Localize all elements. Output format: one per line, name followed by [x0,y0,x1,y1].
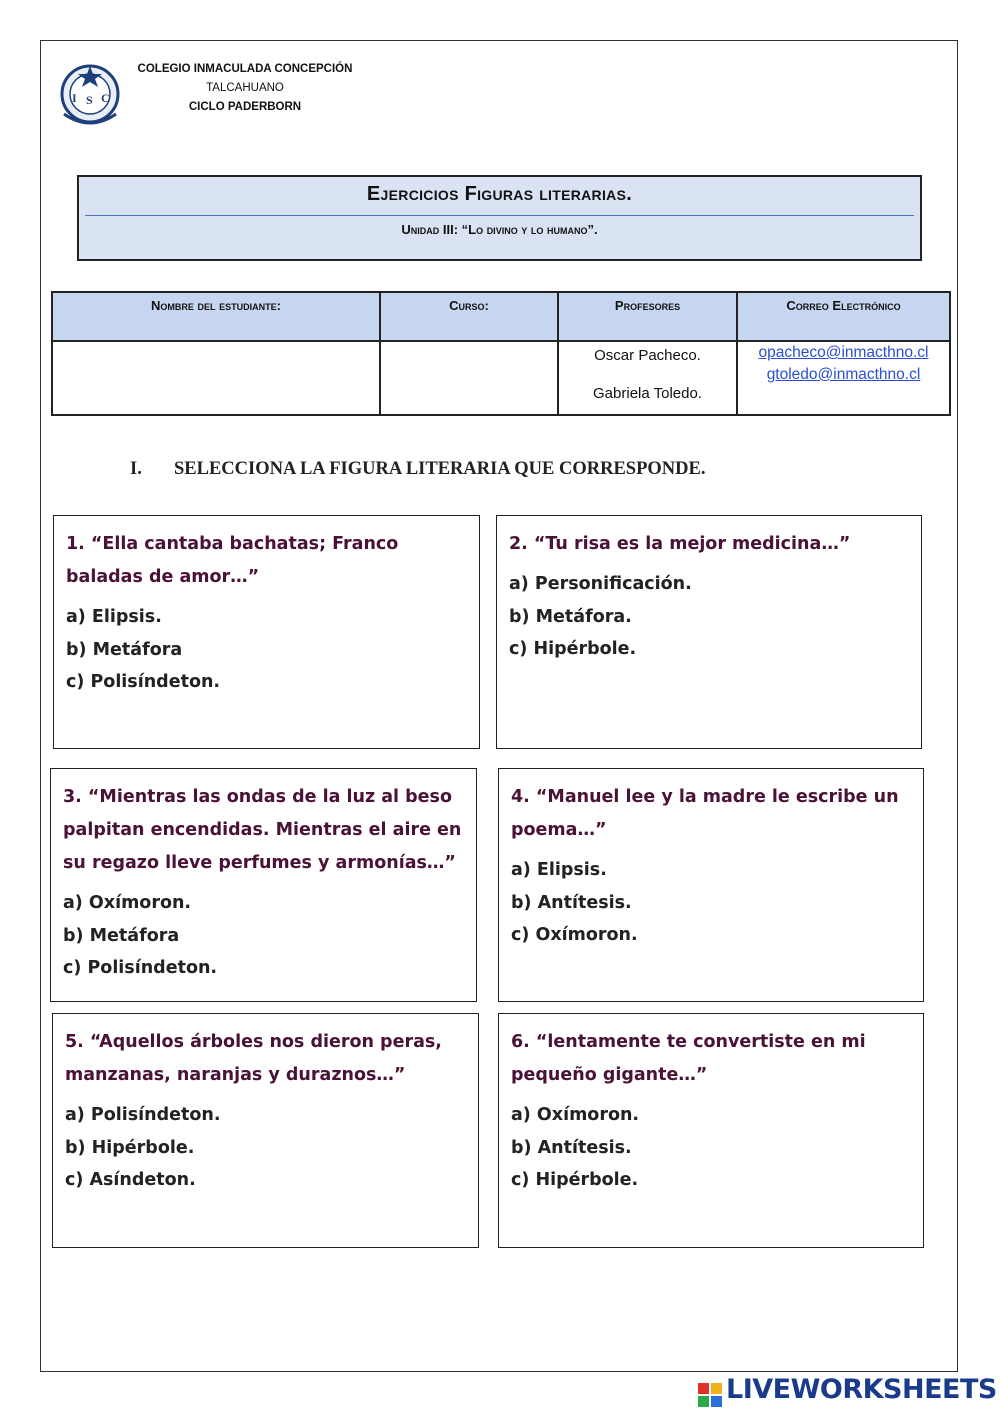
liveworksheets-logo-icon [698,1383,722,1407]
answer-option[interactable]: b) Antítesis. [511,892,632,913]
answer-option[interactable]: c) Oxímoron. [511,925,638,945]
teachers-cell [558,341,737,415]
answer-option[interactable]: b) Metáfora [63,925,180,946]
answer-option[interactable]: c) Polisíndeton. [63,958,218,978]
question-box [498,1013,924,1248]
question-text: 3. “Mientras las ondas de la luz al beso palpitan encendidas. Mientras el aire en su regazo lleve perfumes y armonías…” [63,787,462,873]
question-box [496,515,922,749]
svg-text:S: S [86,93,93,107]
emails-cell [737,341,950,415]
worksheet-title: Ejercicios Figuras literarias. [366,183,633,205]
teacher-name: Gabriela Toledo. [593,385,702,402]
svg-text:I: I [72,91,77,105]
student-info-table [51,291,951,416]
question-text: 6. “lentamente te convertiste en mi pequeño gigante…” [511,1032,866,1085]
title-box [77,175,922,261]
email-link[interactable]: gtoledo@inmacthno.cl [766,366,921,383]
header-course: Curso: [380,292,558,341]
answer-option[interactable]: b) Hipérbole. [65,1137,195,1158]
answer-option[interactable]: c) Hipérbole. [509,639,637,659]
school-header [120,60,370,117]
header-email: Correo Electrónico [737,292,950,341]
answer-option[interactable]: a) Personificación. [509,574,692,594]
answer-option[interactable]: a) Oxímoron. [511,1105,640,1125]
answer-option[interactable]: c) Polisíndeton. [66,672,221,692]
question-box [50,768,477,1002]
answer-option[interactable]: b) Metáfora [66,639,183,660]
section-number: I. [130,459,142,479]
question-text: 4. “Manuel lee y la madre le escribe un poema…” [511,787,899,840]
liveworksheets-brand[interactable]: LIVEWORKSHEETS [726,1374,997,1405]
header-teachers: Profesores [558,292,737,341]
student-name-cell[interactable] [52,341,380,415]
email-link[interactable]: opacheco@inmacthno.cl [758,344,929,361]
title-divider [85,215,914,216]
answer-option[interactable]: a) Elipsis. [511,860,607,880]
question-box [53,515,480,749]
section-heading [130,459,705,480]
answer-option[interactable]: b) Metáfora. [509,606,632,627]
answer-option[interactable]: c) Asíndeton. [65,1170,196,1190]
worksheet-subtitle: Unidad III: “Lo divino y lo humano”. [401,222,598,237]
question-text: 2. “Tu risa es la mejor medicina…” [509,534,851,554]
svg-text:C: C [101,91,110,105]
school-city: TALCAHUANO [206,82,284,94]
school-logo [58,52,122,132]
section-title: SELECCIONA LA FIGURA LITERARIA QUE CORRESPONDE. [174,459,706,479]
question-text: 1. “Ella cantaba bachatas; Franco baladas de amor…” [66,534,399,587]
question-box [498,768,924,1002]
answer-option[interactable]: a) Elipsis. [66,607,162,627]
course-cell[interactable] [380,341,558,415]
question-text: 5. “Aquellos árboles nos dieron peras, manzanas, naranjas y duraznos…” [65,1032,442,1085]
question-box [52,1013,479,1248]
teacher-name: Oscar Pacheco. [594,347,701,364]
answer-option[interactable]: b) Antítesis. [511,1137,632,1158]
header-student-name: Nombre del estudiante: [52,292,380,341]
answer-option[interactable]: a) Oxímoron. [63,893,192,913]
school-cycle: CICLO PADERBORN [188,101,302,113]
answer-option[interactable]: c) Hipérbole. [511,1170,639,1190]
school-name: COLEGIO INMACULADA CONCEPCIÓN [137,63,353,75]
answer-option[interactable]: a) Polisíndeton. [65,1105,221,1125]
